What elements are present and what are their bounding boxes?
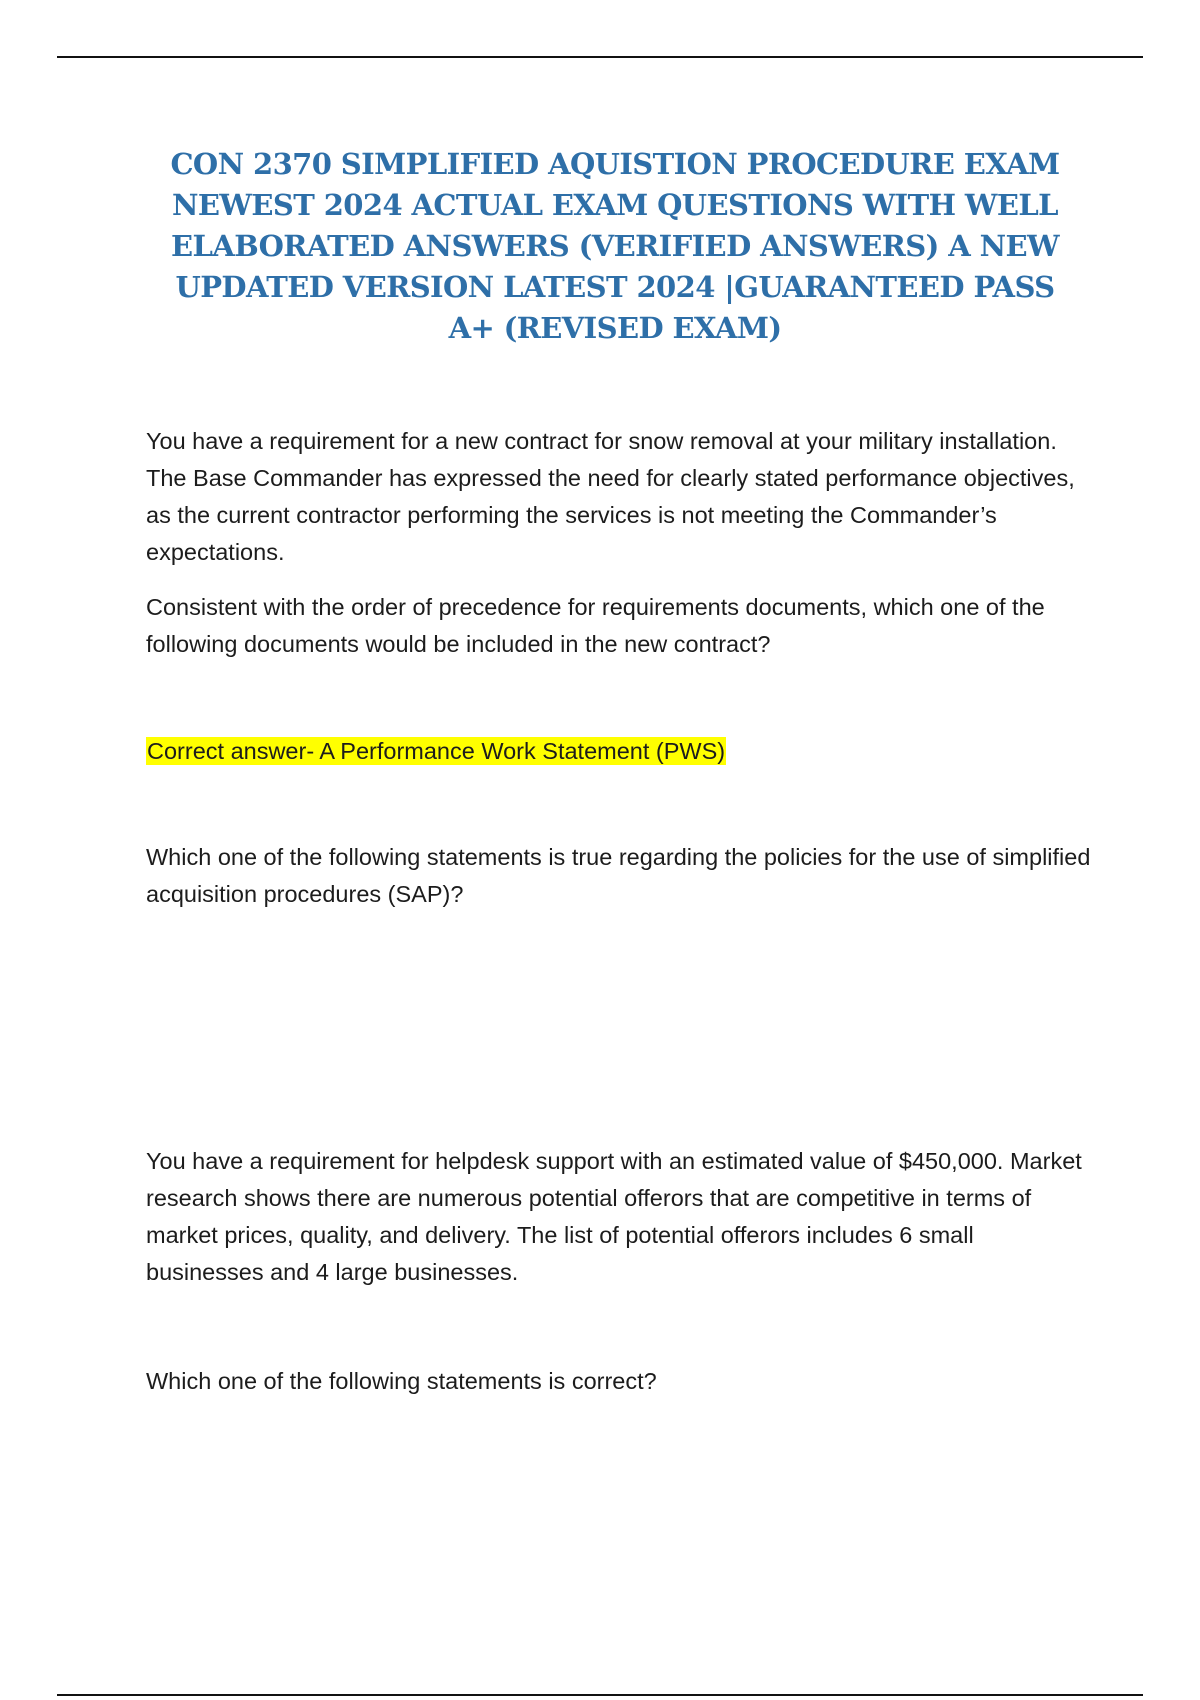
bottom-rule (57, 1694, 1143, 1696)
question-3-prompt: Which one of the following statements is correct? (146, 1368, 657, 1394)
question-3-scenario: You have a requirement for helpdesk support with an estimated value of $450,000. Market research shows there are numerous potential offerors that are competitive in terms of market prices, quality, and delivery. The list of potential offerors includes 6 small businesses and 4 large businesses. (146, 1148, 1082, 1285)
question-1-answer (146, 734, 726, 768)
top-rule (57, 56, 1143, 58)
answer-highlight: Correct answer- A Performance Work Statement (PWS) (147, 738, 726, 764)
question-2-prompt: Which one of the following statements is true regarding the policies for the use of simplified acquisition procedures (SAP)? (146, 844, 1091, 907)
document-title: CON 2370 SIMPLIFIED AQUISTION PROCEDURE EXAM NEWEST 2024 ACTUAL EXAM QUESTIONS WITH WELL ELABORATED ANSWERS (VERIFIED ANSWERS) A NEW UPDATED VERSION LATEST 2024 |GUARANTEED PASS A+ (REVISED EXAM) (170, 147, 1060, 345)
question-1-scenario: You have a requirement for a new contract for snow removal at your military installation. The Base Commander has expressed the need for clearly stated performance objectives, as the current contractor performing the services is not meeting the Commander’s expectations. (146, 428, 1075, 565)
question-1-prompt: Consistent with the order of precedence for requirements documents, which one of the following documents would be included in the new contract? (146, 594, 1045, 657)
